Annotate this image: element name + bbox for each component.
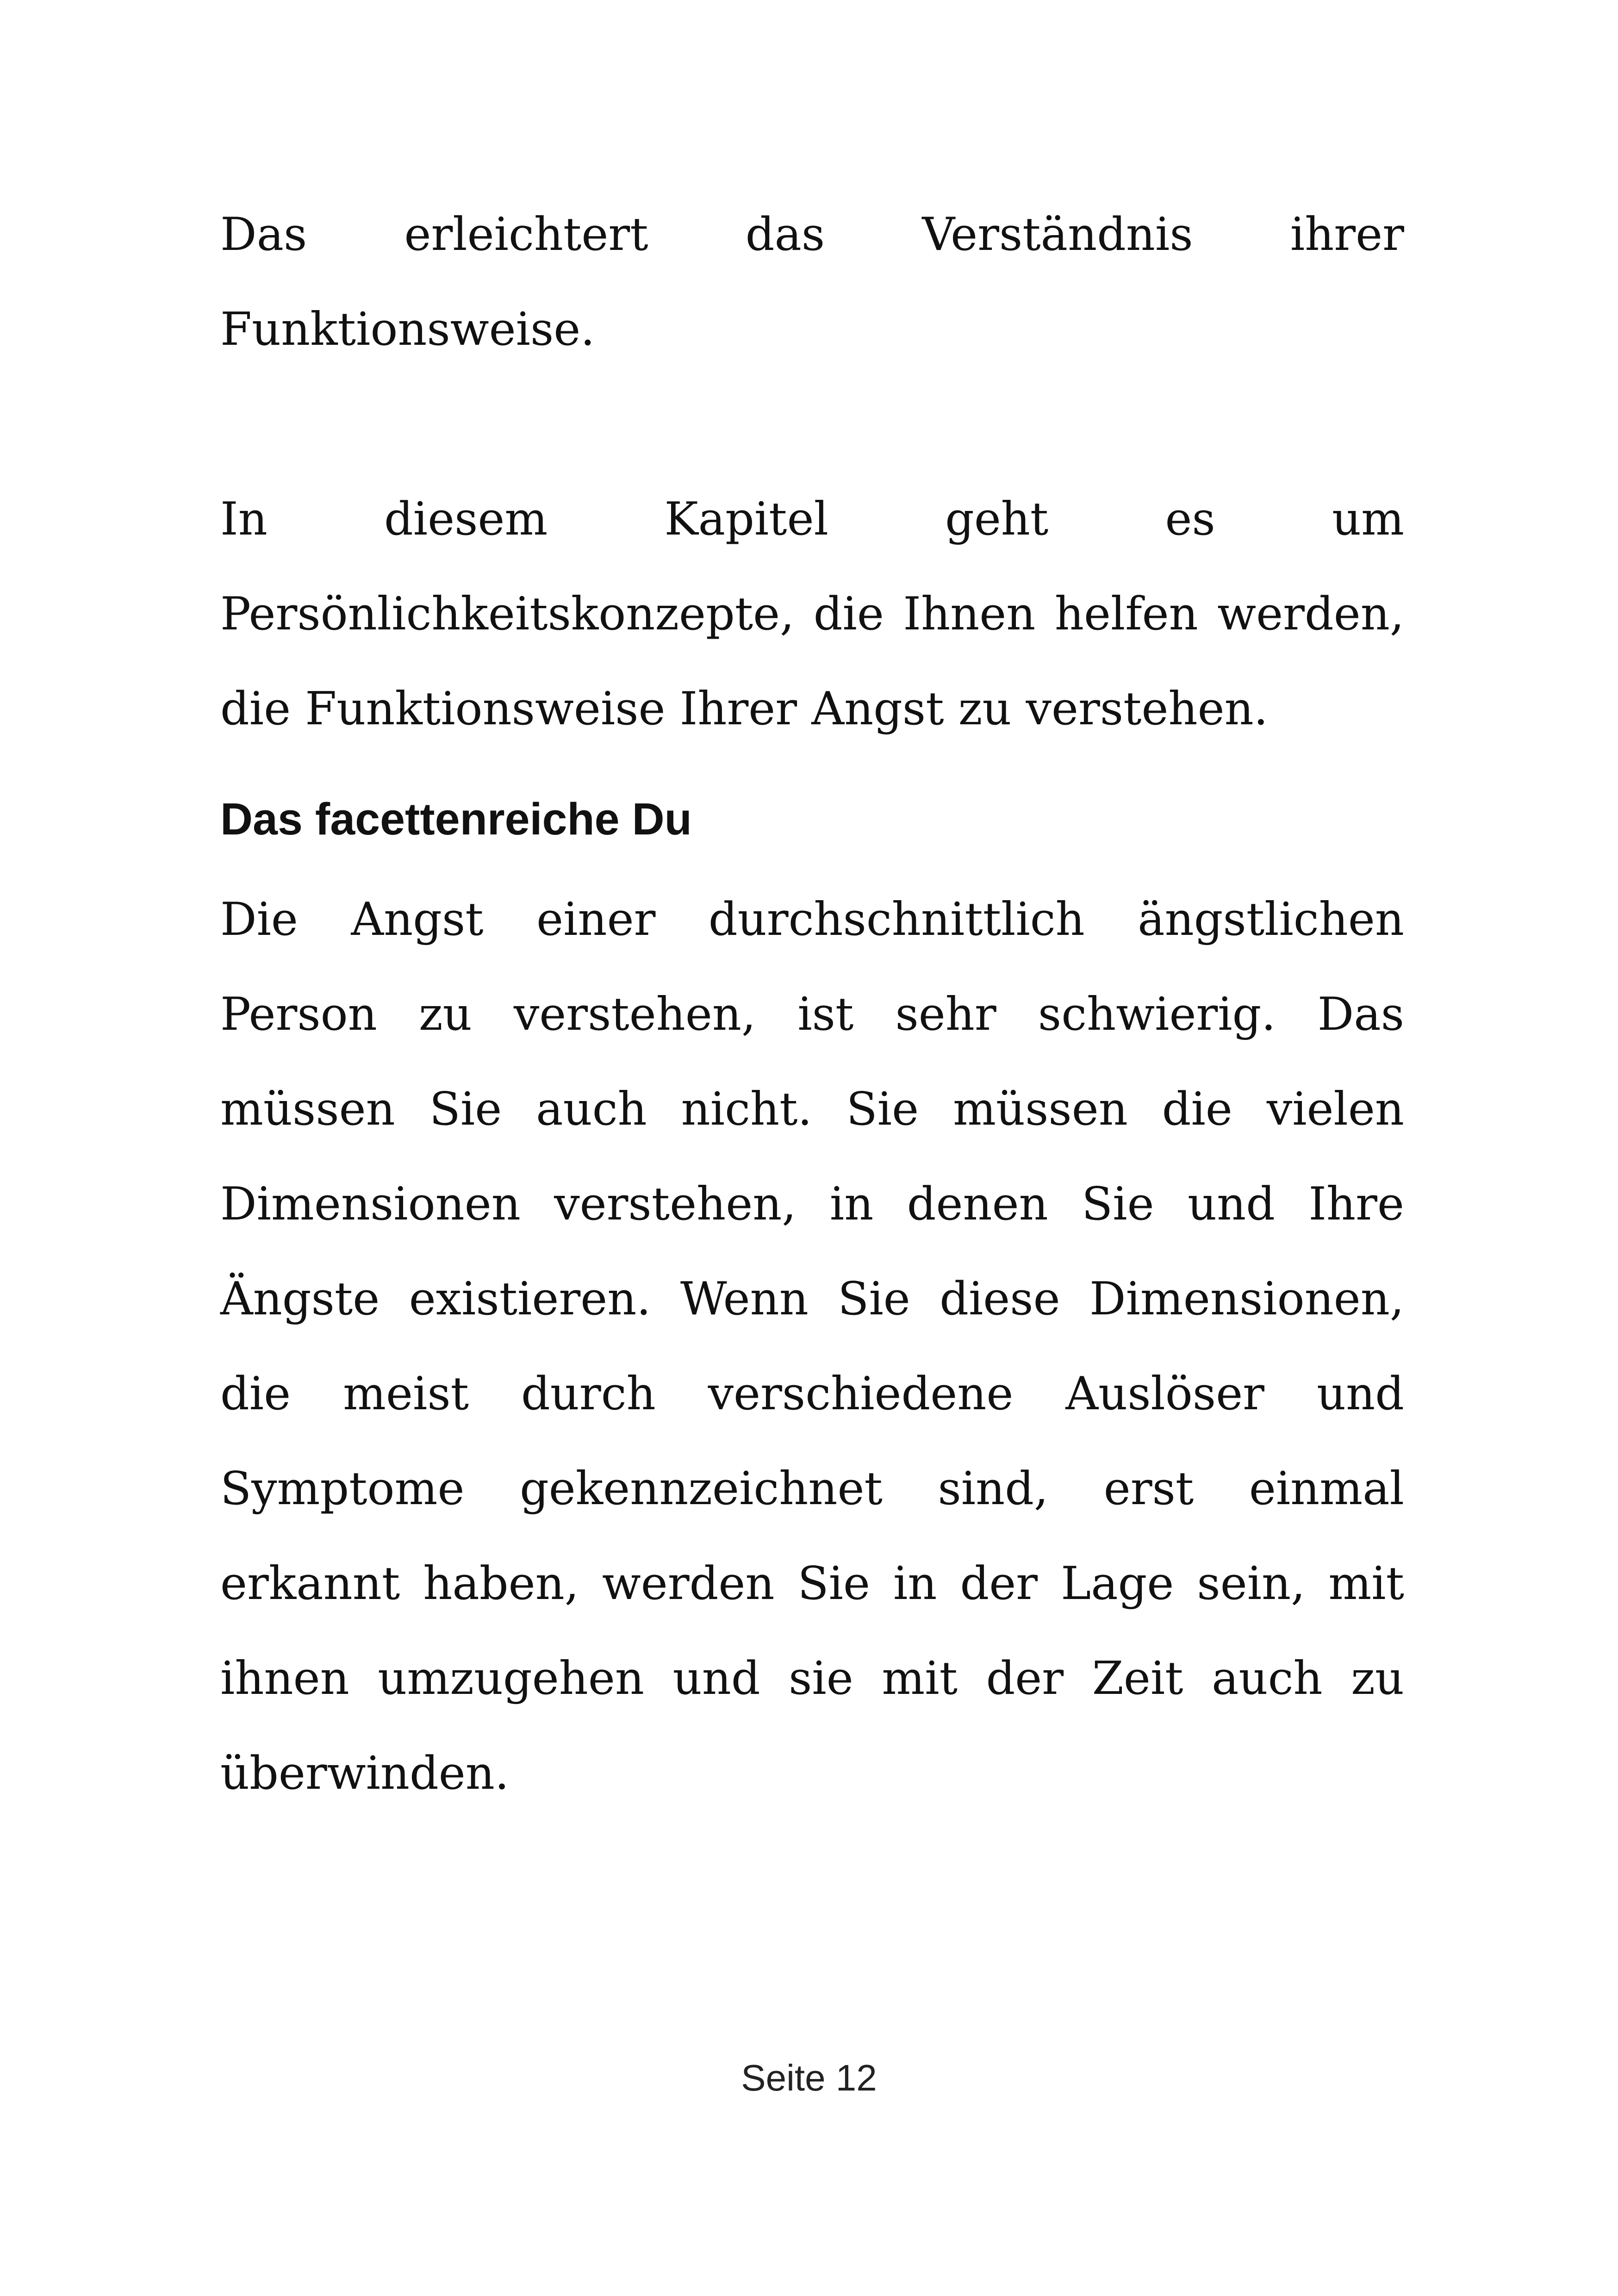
page-body: [220, 187, 1404, 1821]
section-heading: Das facettenreiche Du: [220, 794, 692, 844]
paragraph-section-body: Die Angst einer durchschnittlich ängstlichen Person zu verstehen, ist sehr schwierig. Das müssen Sie auch nicht. Sie müssen die vielen Dimensionen verstehen, in denen Sie und Ihre Ängste existieren. Wenn Sie diese Dimensionen, die meist durch verschiedene Auslöser und Symptome gekennzeichnet sind, erst einmal erkannt haben, werden Sie in der Lage sein, mit ihnen umzugehen und sie mit der Zeit auch zu überwinden.: [220, 893, 1404, 1800]
paragraph-functionality: Das erleichtert das Verständnis ihrer Funktionsweise.: [220, 208, 1404, 356]
paragraph-chapter-intro: In diesem Kapitel geht es um Persönlichkeitskonzepte, die Ihnen helfen werden, die Funktionsweise Ihrer Angst zu verstehen.: [220, 493, 1404, 735]
page-number: Seite 12: [741, 2057, 877, 2098]
